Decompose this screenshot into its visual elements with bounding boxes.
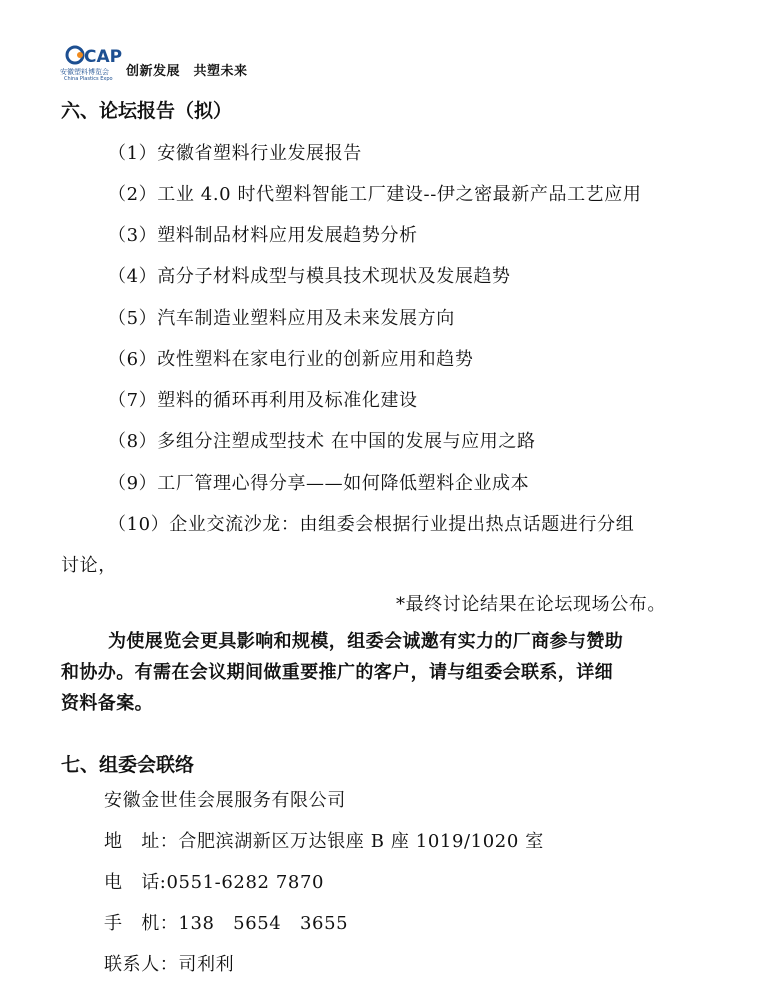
- logo-cn-text: 安徽塑料博览会: [60, 68, 109, 76]
- slogan: 创新发展 共塑未来: [126, 64, 248, 79]
- address-line: 地 址：合肥滨湖新区万达银座 B 座 1019/1020 室: [104, 831, 544, 852]
- invite-paragraph: 为使展览会更具影响和规模，组委会诚邀有实力的厂商参与赞助: [108, 631, 624, 652]
- mobile-line: 手 机：138 5654 3655: [104, 913, 349, 934]
- forum-item: （1）安徽省塑料行业发展报告: [108, 143, 362, 164]
- forum-item: （4）高分子材料成型与模具技术现状及发展趋势: [108, 266, 511, 287]
- logo-letters: CAP: [84, 47, 123, 67]
- forum-item: （3）塑料制品材料应用发展趋势分析: [108, 225, 418, 246]
- logo-en-text: China Plastics Expo: [64, 76, 113, 82]
- forum-item: （6）改性塑料在家电行业的创新应用和趋势: [108, 349, 474, 370]
- invite-paragraph: 资料备案。: [61, 693, 153, 714]
- forum-item: （5）汽车制造业塑料应用及未来发展方向: [108, 308, 455, 329]
- contact-line: 联系人：司利利: [104, 954, 235, 975]
- phone-line: 电 话:0551-6282 7870: [104, 872, 325, 893]
- forum-item: （9）工厂管理心得分享——如何降低塑料企业成本: [108, 473, 530, 494]
- expo-logo: [60, 40, 122, 84]
- forum-item: （8）多组分注塑成型技术 在中国的发展与应用之路: [108, 431, 536, 452]
- company-name: 安徽金世佳会展服务有限公司: [104, 790, 346, 811]
- forum-item: （2）工业 4.0 时代塑料智能工厂建设--伊之密最新产品工艺应用: [108, 184, 642, 205]
- cap-logo-icon: [66, 42, 123, 68]
- forum-item: （7）塑料的循环再利用及标准化建设: [108, 390, 418, 411]
- forum-item: （10）企业交流沙龙：由组委会根据行业提出热点话题进行分组: [108, 514, 635, 535]
- page-header: [60, 40, 360, 84]
- forum-item-continuation: 讨论，: [61, 555, 117, 576]
- forum-note: *最终讨论结果在论坛现场公布。: [396, 594, 666, 615]
- section7-title: 七、组委会联络: [61, 754, 195, 776]
- invite-paragraph: 和协办。有需在会议期间做重要推广的客户，请与组委会联系，详细: [61, 662, 613, 683]
- section6-title: 六、论坛报告（拟）: [61, 100, 233, 122]
